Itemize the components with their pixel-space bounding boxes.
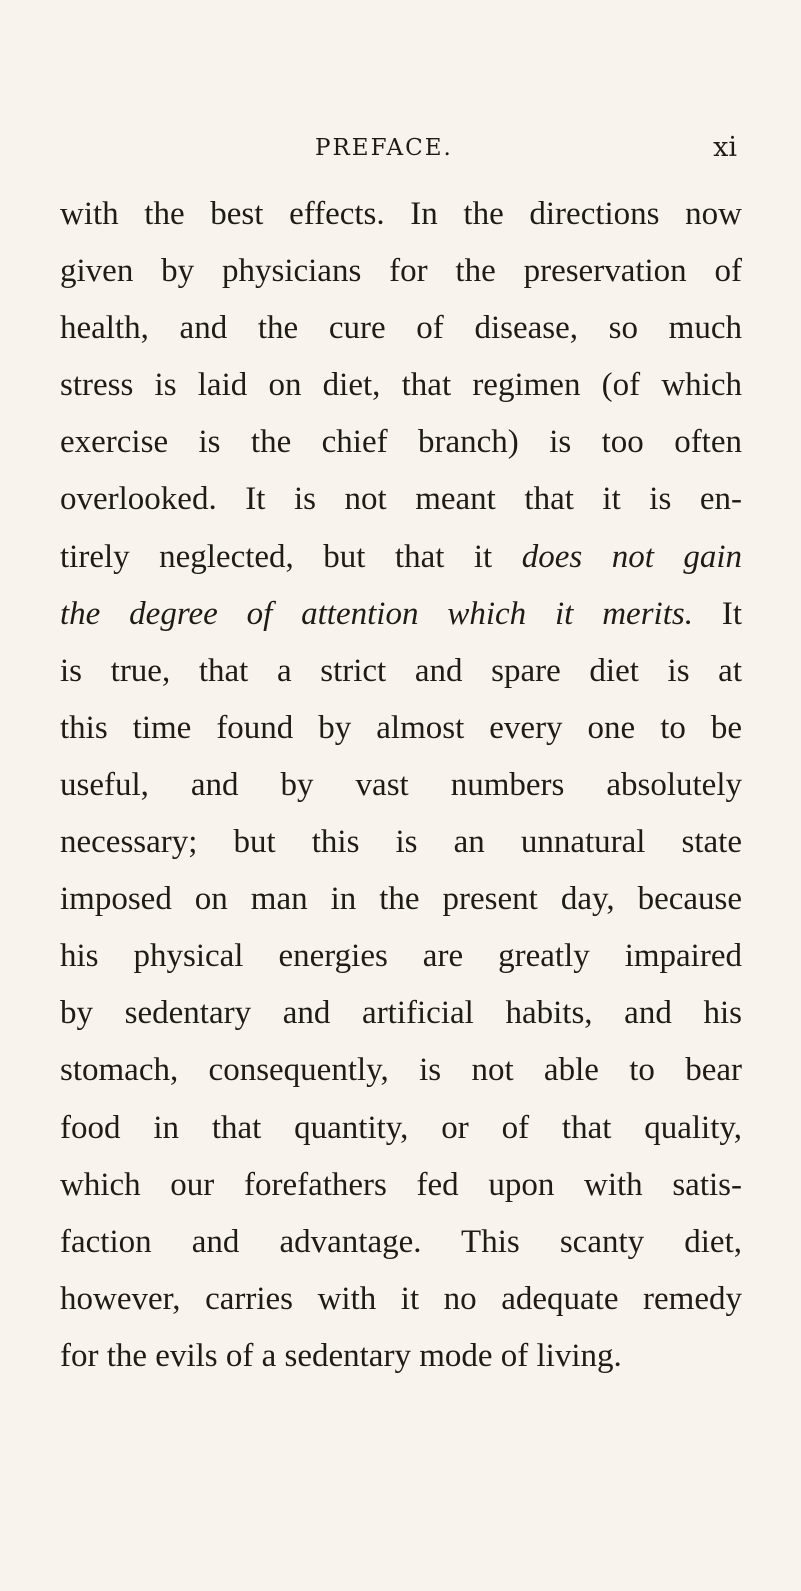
italic-run: the degree of attention which it merits. xyxy=(60,595,693,632)
text-run: tirely neglected, but that it xyxy=(60,538,522,575)
text-line xyxy=(60,529,742,586)
body-paragraph xyxy=(60,186,742,1385)
text-line: by sedentary and artificial habits, and his xyxy=(60,995,742,1032)
text-line: faction and advantage. This scanty diet, xyxy=(60,1223,742,1260)
text-line: food in that quantity, or of that quality, xyxy=(60,1109,742,1146)
running-head xyxy=(60,130,741,166)
text-line: overlooked. It is not meant that it is en- xyxy=(60,481,742,518)
text-line: useful, and by vast numbers absolutely xyxy=(60,766,742,803)
text-line: with the best effects. In the directions now xyxy=(60,196,742,232)
text-line: however, carries with it no adequate remedy xyxy=(60,1280,742,1317)
text-run: It xyxy=(692,595,742,632)
text-line: health, and the cure of disease, so much xyxy=(60,310,742,347)
page-number: xi xyxy=(713,132,737,163)
italic-run: does not gain xyxy=(521,538,743,575)
text-line: imposed on man in the present day, because xyxy=(60,881,742,918)
text-line: necessary; but this is an unnatural state xyxy=(60,824,742,861)
text-line xyxy=(60,586,742,643)
text-line: given by physicians for the preservation of xyxy=(60,253,742,290)
running-title: PREFACE. xyxy=(315,135,453,161)
text-line: is true, that a strict and spare diet is at xyxy=(60,652,742,689)
text-line: stomach, consequently, is not able to bear xyxy=(60,1052,742,1089)
text-line: stress is laid on diet, that regimen (of which xyxy=(60,367,742,404)
text-line: which our forefathers fed upon with satis- xyxy=(60,1166,742,1203)
text-line: this time found by almost every one to be xyxy=(60,709,742,746)
text-line: exercise is the chief branch) is too often xyxy=(60,424,742,461)
text-line: his physical energies are greatly impaired xyxy=(60,938,742,975)
text-line: for the evils of a sedentary mode of living. xyxy=(60,1337,622,1374)
